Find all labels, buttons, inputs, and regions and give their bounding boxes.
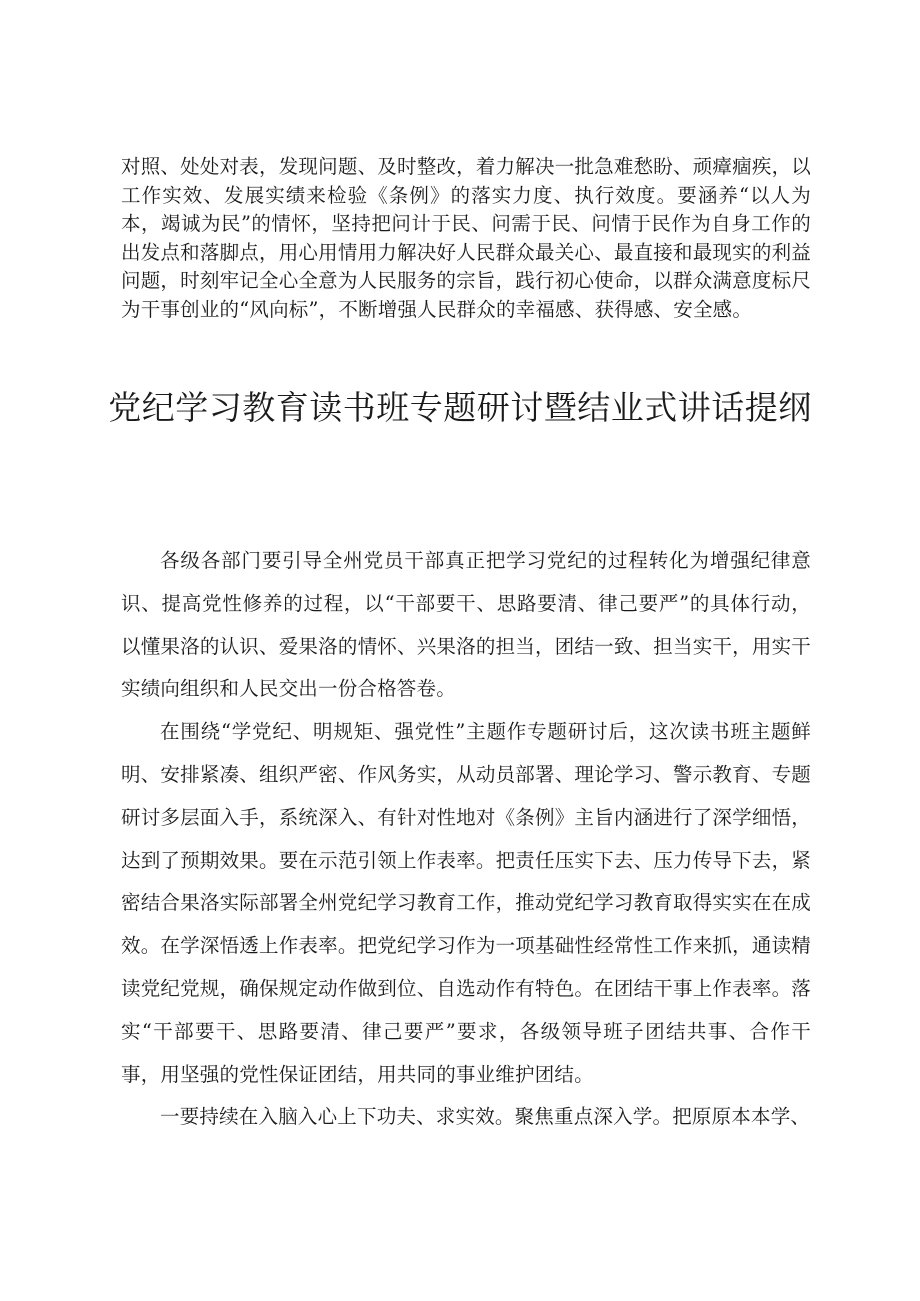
- body-paragraph-2: 在围绕“学党纪、明规矩、强党性”主题作专题研讨后，这次读书班主题鲜明、安排紧凑、组织严密、作风务实，从动员部署、理论学习、警示教育、专题研讨多层面入手，系统深入、有针对性地对《条例》主旨内涵进行了深学细悟，达到了预期效果。要在示范引领上作表率。把责任压实下去、压力传导下去，紧密结合果洛实际部署全州党纪学习教育工作，推动党纪学习教育取得实实在在成效。在学深悟透上作表率。把党纪学习作为一项基础性经常性工作来抓，通读精读党纪党规，确保规定动作做到位、自选动作有特色。在团结干事上作表率。落实“干部要干、思路要清、律己要严”要求，各级领导班子团结共事、合作干事，用坚强的党性保证团结，用共同的事业维护团结。: [121, 720, 811, 1086]
- continued-paragraph: 对照、处处对表，发现问题、及时整改，着力解决一批急难愁盼、顽瘴痼疾，以工作实效、发展实绩来检验《条例》的落实力度、执行效度。要涵养“以人为本，竭诚为民”的情怀，坚持把问计于民、问需于民、问情于民作为自身工作的出发点和落脚点，用心用情用力解决好人民群众最关心、最直接和最现实的利益问题，时刻牢记全心全意为人民服务的宗旨，践行初心使命，以群众满意度标尺为干事创业的“风向标”，不断增强人民群众的幸福感、获得感、安全感。: [121, 155, 811, 321]
- document-body: [121, 540, 811, 1139]
- document-title: 党纪学习教育读书班专题研讨暨结业式讲话提纲: [108, 388, 812, 427]
- body-paragraph-3: 一要持续在入脑入心上下功夫、求实效。聚焦重点深入学。把原原本本学、: [160, 1105, 811, 1129]
- body-paragraph-1: 各级各部门要引导全州党员干部真正把学习党纪的过程转化为增强纪律意识、提高党性修养的过程，以“干部要干、思路要清、律己要严”的具体行动，以懂果洛的认识、爱果洛的情怀、兴果洛的担当，团结一致、担当实干，用实干实绩向组织和人民交出一份合格答卷。: [121, 549, 811, 701]
